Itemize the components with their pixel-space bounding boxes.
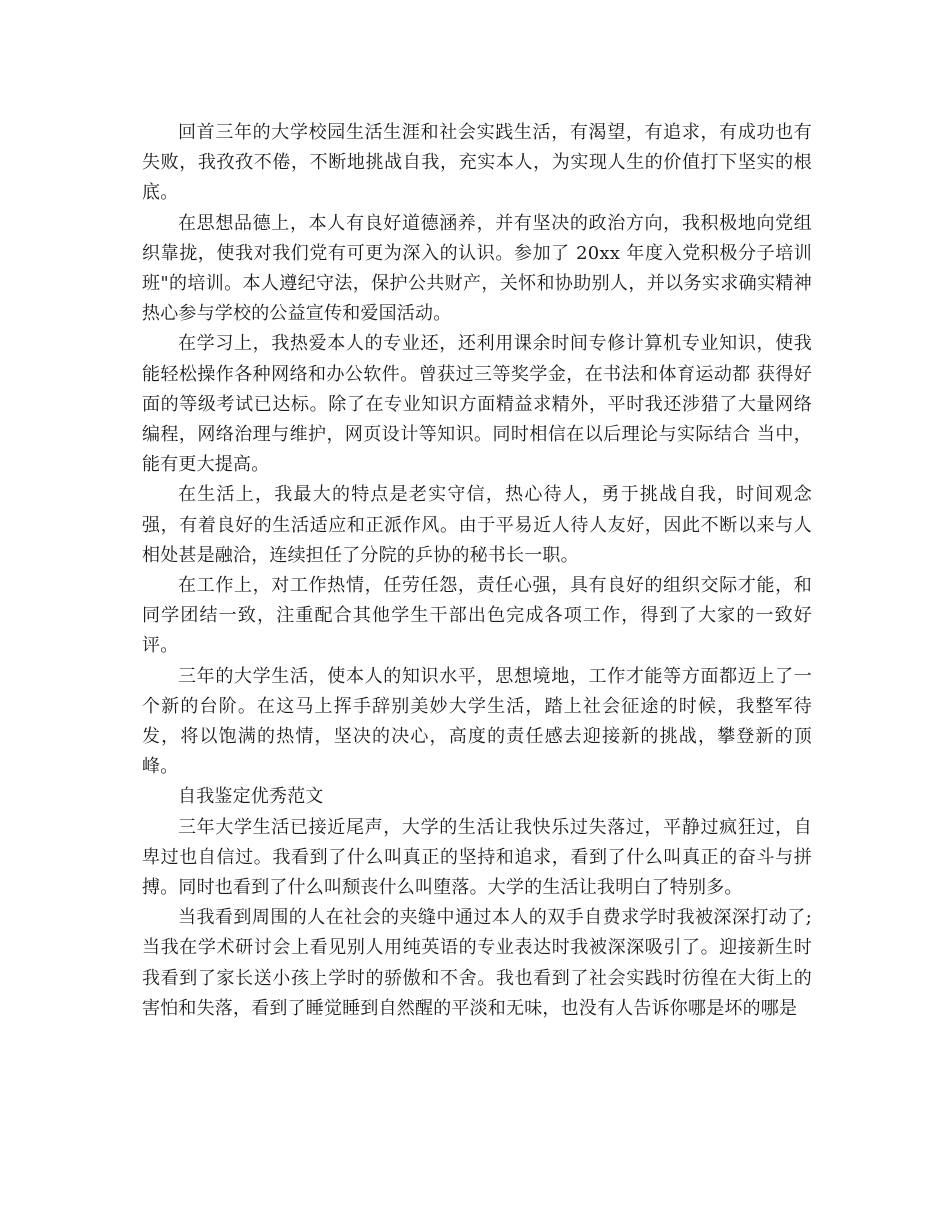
paragraph-second-intro: 三年大学生活已接近尾声，大学的生活让我快乐过失落过，平静过疯狂过，自卑过也自信过。我看到了什么叫真正的坚持和追求，看到了什么叫真正的奋斗与拼搏。同时也看到了什么叫颓丧什么叫堕落。大学的生活让我明白了特别多。 <box>142 816 812 899</box>
paragraph-life: 在生活上，我最大的特点是老实守信，热心待人，勇于挑战自我，时间观念强，有着良好的生活适应和正派作风。由于平易近人待人友好，因此不断以来与人相处甚是融洽，连续担任了分院的乒协的秘书长一职。 <box>142 484 812 566</box>
document-page <box>142 118 812 1024</box>
paragraph-work: 在工作上，对工作热情，任劳任怨，责任心强，具有良好的组织交际才能，和同学团结一致，注重配合其他学生干部出色完成各项工作，得到了大家的一致好评。 <box>142 575 812 657</box>
paragraph-summary: 三年的大学生活，使本人的知识水平，思想境地，工作才能等方面都迈上了一个新的台阶。在这马上挥手辞别美妙大学生活，踏上社会征途的时候，我整军待发，将以饱满的热情，坚决的决心，高度的责任感去迎接新的挑战，攀登新的顶峰。 <box>142 665 812 778</box>
paragraph-intro: 回首三年的大学校园生活生涯和社会实践生活，有渴望，有追求，有成功也有失败，我孜孜不倦，不断地挑战自我，充实本人，为实现人生的价值打下坚实的根底。 <box>142 122 812 204</box>
paragraph-second-body: 当我看到周围的人在社会的夹缝中通过本人的双手自费求学时我被深深打动了;当我在学术研讨会上看见别人用纯英语的专业表达时我被深深吸引了。迎接新生时我看到了家长送小孩上学时的骄傲和不舍。我也看到了社会实践时彷徨在大街上的害怕和失落，看到了睡觉睡到自然醒的平淡和无味，也没有人告诉你哪是坏的哪是 <box>142 907 812 1019</box>
section-heading: 自我鉴定优秀范文 <box>178 786 324 808</box>
paragraph-study: 在学习上，我热爱本人的专业还，还利用课余时间专修计算机专业知识，使我能轻松操作各种网络和办公软件。曾获过三等奖学金，在书法和体育运动都 获得好面的等级考试已达标。除了在专业知识方面精益求精外，平时我还涉猎了大量网络编程，网络治理与维护，网页设计等知识。同时相信在以后理论与实际结合 当中，能有更大提高。 <box>142 333 812 476</box>
paragraph-ideology: 在思想品德上，本人有良好道德涵养，并有坚决的政治方向，我积极地向党组织靠拢，使我对我们党有可更为深入的认识。参加了 20xx 年度入党积极分子培训班"的培训。本人遵纪守法，保护公共财产，关怀和协助别人，并以务实求确实精神热心参与学校的公益宣传和爱国活动。 <box>142 212 812 325</box>
